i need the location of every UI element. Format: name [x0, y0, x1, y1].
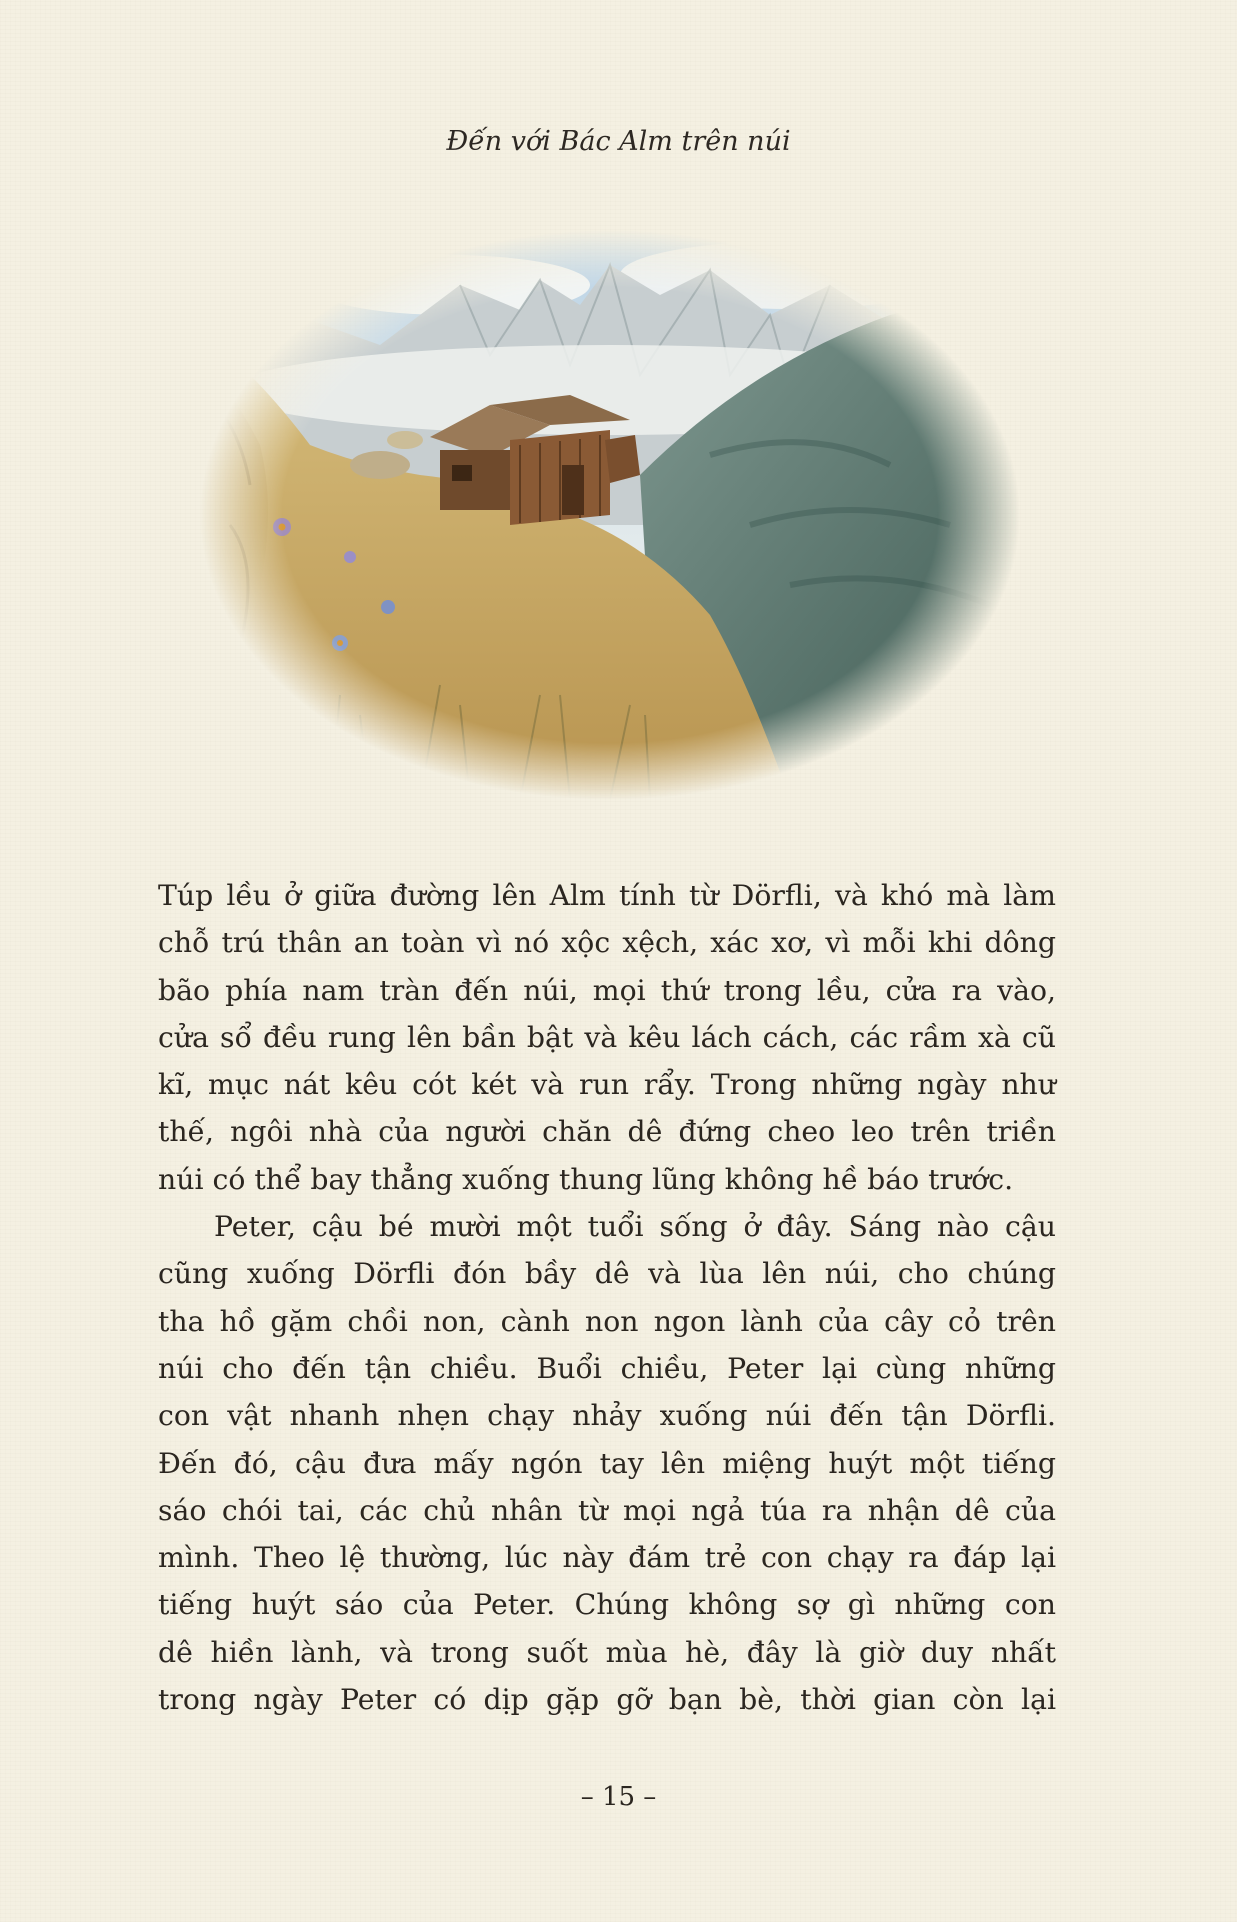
running-head: Đến với Bác Alm trên núi	[446, 126, 791, 157]
text-line: Peter, cậu bé mười một tuổi sống ở đây. Sáng nào cậu	[214, 1210, 1056, 1244]
text-line: cửa sổ đều rung lên bần bật và kêu lách cách, các rầm xà cũ	[158, 1020, 1056, 1054]
page-number: – 15 –	[580, 1782, 657, 1812]
body-text	[158, 872, 1056, 1723]
text-line: mình. Theo lệ thường, lúc này đám trẻ con chạy ra đáp lại	[158, 1541, 1056, 1575]
text-line: con vật nhanh nhẹn chạy nhảy xuống núi đến tận Dörfli.	[158, 1399, 1056, 1433]
text-line: thế, ngôi nhà của người chăn dê đứng cheo leo trên triền	[158, 1115, 1056, 1149]
text-line: dê hiền lành, và trong suốt mùa hè, đây là giờ duy nhất	[158, 1635, 1056, 1669]
mountain-hut-illustration	[190, 225, 1030, 800]
paragraph-1	[158, 872, 1056, 1203]
text-line: tiếng huýt sáo của Peter. Chúng không sợ gì những con	[158, 1588, 1056, 1622]
text-line: núi cho đến tận chiều. Buổi chiều, Peter lại cùng những	[158, 1351, 1056, 1385]
text-line: kĩ, mục nát kêu cót két và run rẩy. Trong những ngày như	[158, 1068, 1056, 1102]
text-line: tha hồ gặm chồi non, cành non ngon lành của cây cỏ trên	[158, 1304, 1056, 1338]
text-line: trong ngày Peter có dịp gặp gỡ bạn bè, thời gian còn lại	[158, 1683, 1056, 1717]
text-line: cũng xuống Dörfli đón bầy dê và lùa lên núi, cho chúng	[158, 1257, 1056, 1291]
text-line: Đến đó, cậu đưa mấy ngón tay lên miệng huýt một tiếng	[158, 1446, 1056, 1480]
paragraph-2	[158, 1203, 1056, 1723]
text-line: núi có thể bay thẳng xuống thung lũng không hề báo trước.	[158, 1162, 1014, 1196]
text-line: Túp lều ở giữa đường lên Alm tính từ Dörfli, và khó mà làm	[158, 879, 1056, 912]
text-line: bão phía nam tràn đến núi, mọi thứ trong lều, cửa ra vào,	[158, 973, 1056, 1007]
text-line: chỗ trú thân an toàn vì nó xộc xệch, xác xơ, vì mỗi khi dông	[158, 926, 1056, 960]
text-line: sáo chói tai, các chủ nhân từ mọi ngả túa ra nhận dê của	[158, 1493, 1056, 1527]
